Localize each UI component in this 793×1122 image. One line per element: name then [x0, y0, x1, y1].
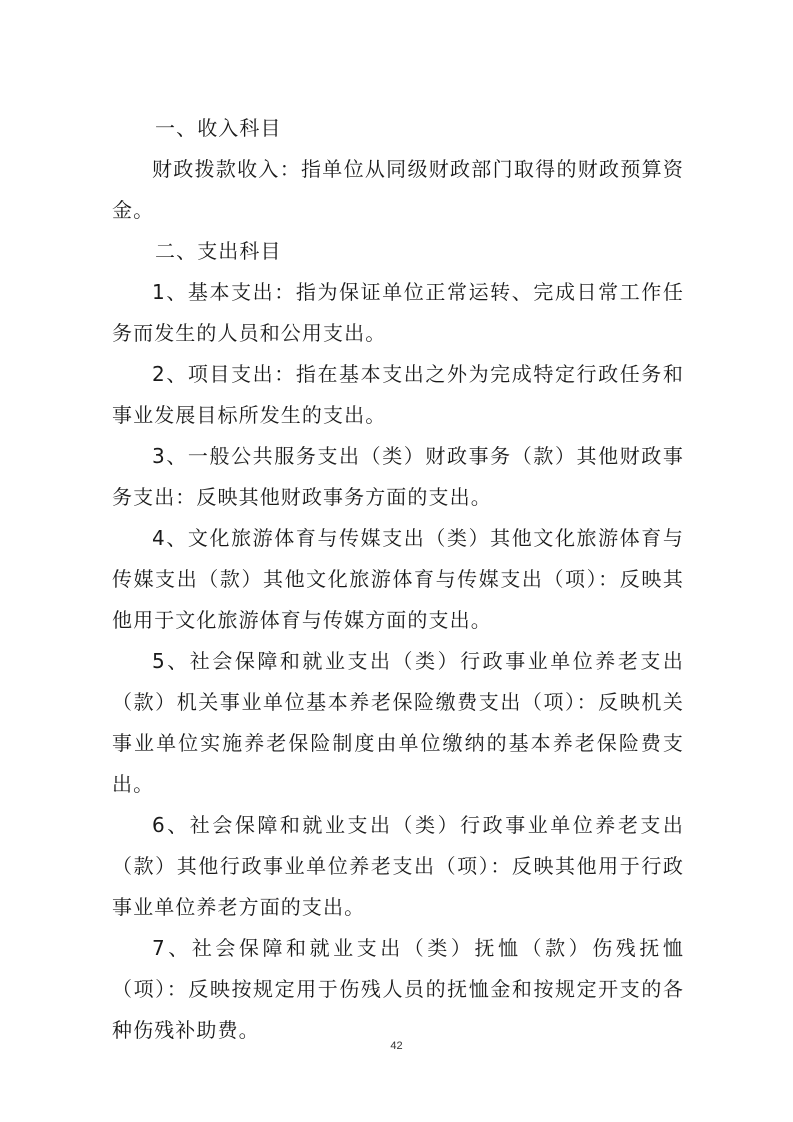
section-heading-income: 一、收入科目 [155, 116, 282, 140]
paragraph-basic-expenditure: 1、基本支出：指为保证单位正常运转、完成日常工作任务而发生的人员和公用支出。 [112, 280, 684, 345]
document-body [112, 108, 684, 1051]
paragraph-general-public-services: 3、一般公共服务支出（类）财政事务（款）其他财政事务支出：反映其他财政事务方面的支出。 [112, 444, 684, 509]
paragraph-culture-tourism-sports-media: 4、文化旅游体育与传媒支出（类）其他文化旅游体育与传媒支出（款）其他文化旅游体育与传媒支出（项）：反映其他用于文化旅游体育与传媒方面的支出。 [112, 526, 684, 632]
paragraph-other-pension-expenditure: 6、社会保障和就业支出（类）行政事业单位养老支出（款）其他行政事业单位养老支出（项）：反映其他用于行政事业单位养老方面的支出。 [112, 813, 684, 919]
paragraph-disability-compensation: 7、社会保障和就业支出（类）抚恤（款）伤残抚恤（项）：反映按规定用于伤残人员的抚恤金和按规定开支的各种伤残补助费。 [112, 936, 684, 1042]
paragraph-fiscal-income: 财政拨款收入：指单位从同级财政部门取得的财政预算资金。 [112, 157, 684, 222]
page-number: 42 [390, 1040, 403, 1052]
section-heading-expenditure: 二、支出科目 [155, 239, 282, 263]
paragraph-project-expenditure: 2、项目支出：指在基本支出之外为完成特定行政任务和事业发展目标所发生的支出。 [112, 362, 684, 427]
paragraph-pension-insurance-contribution: 5、社会保障和就业支出（类）行政事业单位养老支出（款）机关事业单位基本养老保险缴费支出（项）：反映机关事业单位实施养老保险制度由单位缴纳的基本养老保险费支出。 [112, 649, 684, 796]
